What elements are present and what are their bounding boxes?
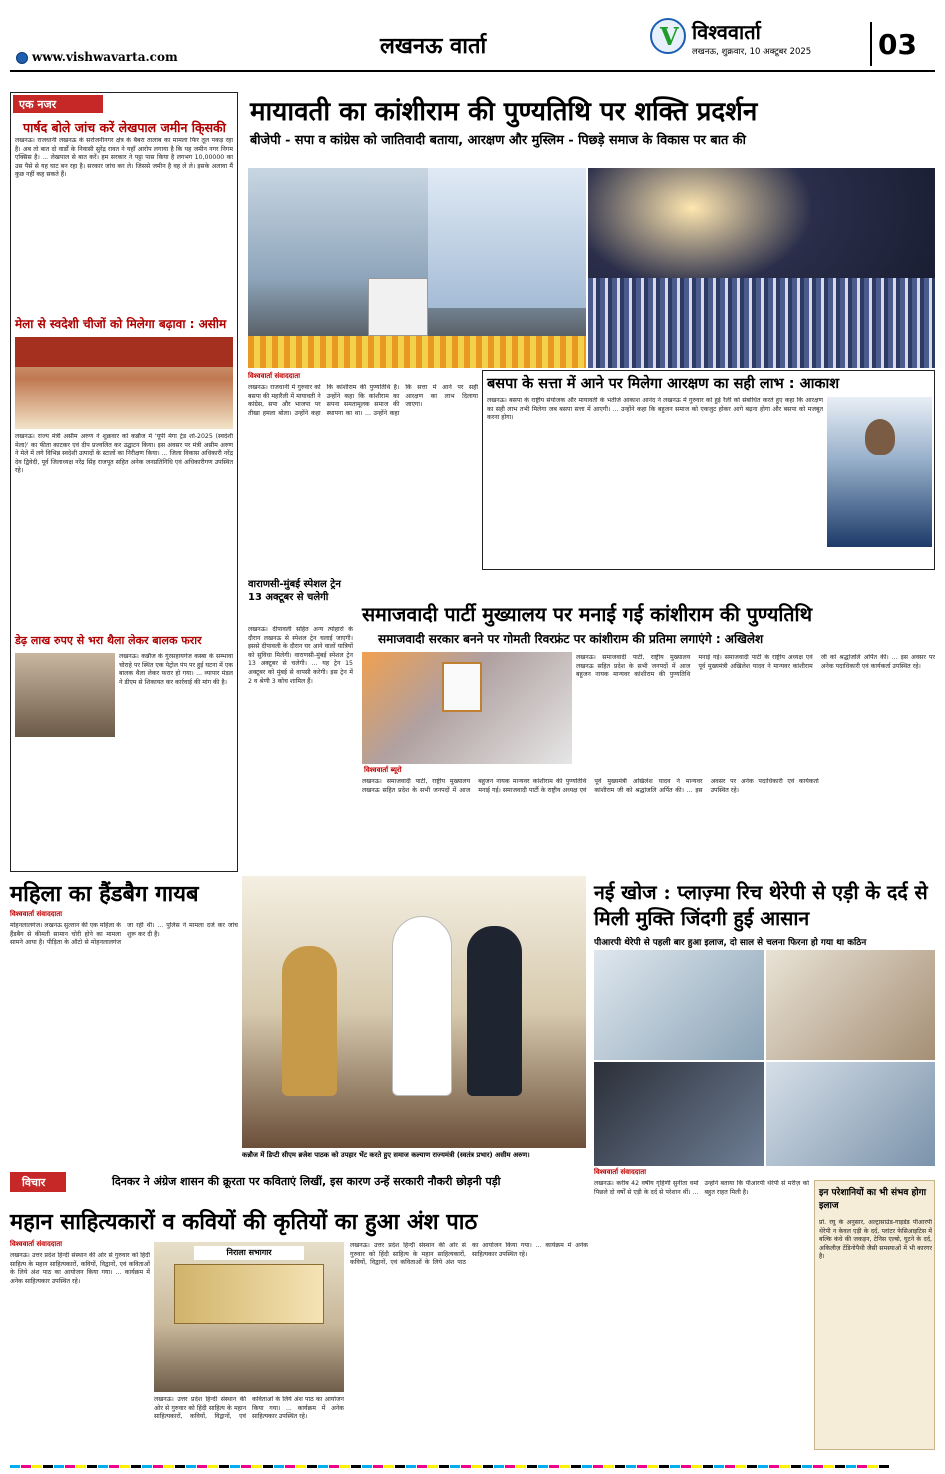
person-white-kurta <box>392 916 452 1096</box>
vichar-headline: महान साहित्यकारों व कवियों की कृतियों का हुआ अंश पाठ <box>10 1209 478 1235</box>
akash-photo <box>827 397 932 547</box>
rally-stage-photo <box>248 168 586 368</box>
section-title: लखनऊ वार्ता <box>380 33 487 59</box>
story-headline: पार्षद बोले जांच करें लेखपाल जमीन कि्सकी <box>23 120 226 135</box>
plasma-byline: विश्ववार्ता संवाददाता <box>594 1168 647 1176</box>
vichar-text-middle: लखनऊ। उत्तर प्रदेश हिन्दी संस्थान की ओर से गुरुवार को हिंदी साहित्य के महान साहित्यकारों, कवियों, विद्वानों, एवं कविताओं के लिये अंश पाठ का आयोजन किया गया। ... कार्यक्रम में अनेक साहित्यकार उपस्थित रहे। <box>154 1396 344 1421</box>
akash-headline: बसपा के सत्ता में आने पर मिलेगा आरक्षण का सही लाभ : आकाश <box>487 376 840 392</box>
logo-v-icon: V <box>660 22 679 51</box>
sp-headline: समाजवादी पार्टी मुख्यालय पर मनाई गई कांशीराम की पुण्यतिथि <box>362 603 813 626</box>
vichar-text-right: लखनऊ। उत्तर प्रदेश हिन्दी संस्थान की ओर से गुरुवार को हिंदी साहित्य के महान साहित्यकारों, कवियों, विद्वानों, एवं कविताओं के लिये अंश पाठ का आयोजन किया गया। ... कार्यक्रम में अनेक साहित्यकार उपस्थित रहे। <box>350 1242 588 1267</box>
treatment-box-text: प्रो. रघु के अनुसार, अल्ट्रासाउंड-गाइडेड पीआरपी थेरेपी न केवल एड़ी के दर्द, प्लांटर फेसिआइटिस में बल्कि कंधे की जकड़न, टेनिस एल्बो, घुटने के दर्द, अकिलीज़ टेंडिनोपैथी जैसी समस्याओं में भी कारगर है। <box>819 1219 932 1261</box>
story-text: लखनऊ। राजधानी लखनऊ के सरोजनीनगर क्षेत्र के बैबरा तालाब का मामला फिर तूल पकड़ रहा है। अब तो बात दो वार्डों के निवासी सुरेंद्र रावत ने यहाँ आरोप लगाया है कि यह जमीन नगर निगम एक्सिस है। ... लेखपाल से बात करें। हम सरकार ने पट्टा पास किया है लगभग 10,00000 का उस पैसे से यह घाट बन रहा है। सरकार जांच कर ले। जिससे जमीन है वह ले ले। इसके अलावा मैं कुछ नहीं कह सकते हैं। <box>15 137 233 179</box>
cmyk-strip <box>10 1458 935 1468</box>
flower-garland <box>248 336 586 368</box>
masthead <box>0 0 945 80</box>
plasma-text: लखनऊ। करीब 42 वर्षीय गृहिणी सुनीता वर्मा पिछले दो वर्षों से एड़ी के दर्द से परेशान थीं। ... उन्होंने बताया कि पीआरपी थेरेपी से मरीज़ को बहुत राहत मिली है। <box>594 1180 809 1196</box>
sp-tribute-photo <box>362 652 572 764</box>
plasma-headline: नई खोज : प्लाज़्मा रिच थेरेपी से एड़ी के दर्द से मिली मुक्ति जिंदगी हुई आसान <box>594 881 928 930</box>
stage-backdrop <box>428 168 586 308</box>
train-headline: वाराणसी-मुंबई स्पेशल ट्रेन 13 अक्टूबर से चलेगी <box>248 579 341 603</box>
person-dark-jacket <box>467 926 522 1096</box>
crowd-band <box>588 278 935 368</box>
speaker-figure <box>865 419 895 455</box>
ceremony-photo <box>242 876 586 1148</box>
story-headline: मेला से स्वदेशी चीजों को मिलेगा बढ़ावा : असीम <box>15 317 227 331</box>
therapy-photo-1 <box>594 950 764 1060</box>
petrol-pump-photo <box>15 653 115 737</box>
akash-text: लखनऊ। बसपा के राष्ट्रीय संयोजक और मायावती के भतीजे आकाश आनंद ने लखनऊ में गुरुवार को हुई रैली को संबोधित करते हुए कहा कि आरक्षण का सही लाभ तभी मिलेगा जब बसपा सत्ता में आएगी। ... उन्होंने कहा कि बहुजन समाज को एकजुट होकर आगे बढ़ना होगा और बसपा को मजबूत करना होगा। <box>487 397 823 422</box>
sp-text-upper: लखनऊ। समाजवादी पार्टी, राष्ट्रीय मुख्यालय लखनऊ सहित प्रदेश के सभी जनपदों में आज बहुजन नायक मान्यवर कांशीराम की पुण्यतिथि मनाई गई। समाजवादी पार्टी के राष्ट्रीय अध्यक्ष एवं पूर्व मुख्यमंत्री अखिलेश यादव ने मान्यवर कांशीराम जी को श्रद्धांजलि अर्पित की। ... इस अवसर पर अनेक पदाधिकारी एवं कार्यकर्ता उपस्थित रहे। <box>576 654 935 679</box>
treatment-box-title: इन परेशानियों का भी संभव होगा इलाज <box>819 1188 927 1211</box>
person-left <box>282 946 337 1096</box>
ek-nazar-label: एक नजर <box>13 95 103 113</box>
story-headline: डेढ़ लाख रुपए से भरा थैला लेकर बालक फरार <box>15 634 202 647</box>
rally-crowd-photo <box>588 168 935 368</box>
therapy-photo-3 <box>594 1062 764 1166</box>
lead-byline: विश्ववार्ता संवाददाता <box>248 372 301 380</box>
treatment-box <box>814 1180 935 1450</box>
vichar-kicker: दिनकर ने अंग्रेज शासन की क्रूरता पर कविताएं लिखीं, इस कारण उन्हें सरकारी नौकरी छोड़नी पड़ी <box>112 1175 501 1188</box>
sp-subhead: समाजवादी सरकार बनने पर गोमती रिवरफ्रंट पर कांशीराम की प्रतिमा लगाएंगे : अखिलेश <box>378 632 764 646</box>
podium <box>368 278 428 336</box>
lead-headline: मायावती का कांशीराम की पुण्यतिथि पर शक्ति प्रदर्शन <box>250 97 758 127</box>
vichar-byline: विश्ववार्ता संवाददाता <box>10 1240 63 1248</box>
stage-banner <box>15 337 233 367</box>
page-number: 03 <box>878 28 917 61</box>
train-box <box>248 578 353 868</box>
lead-subhead: बीजेपी - सपा व कांग्रेस को जातिवादी बताया, आरक्षण और मुस्लिम - पिछड़े समाज के विकास पर बात की <box>250 133 746 148</box>
sabhagar-photo <box>154 1242 344 1392</box>
stage-screen <box>174 1264 324 1324</box>
akash-box <box>482 370 935 570</box>
therapy-photo-2 <box>766 950 935 1060</box>
brand-logo <box>650 18 686 54</box>
masthead-rule <box>10 70 935 72</box>
portrait-frame <box>442 662 482 712</box>
website-url[interactable]: www.vishwavarta.com <box>32 50 178 64</box>
sp-text: लखनऊ। समाजवादी पार्टी, राष्ट्रीय मुख्यालय लखनऊ सहित प्रदेश के सभी जनपदों में आज बहुजन नायक मान्यवर कांशीराम की पुण्यतिथि मनाई गई। समाजवादी पार्टी के राष्ट्रीय अध्यक्ष एवं पूर्व मुख्यमंत्री अखिलेश यादव ने मान्यवर कांशीराम जी को श्रद्धांजलि अर्पित की। ... इस अवसर पर अनेक पदाधिकारी एवं कार्यकर्ता उपस्थित रहे। <box>362 778 819 794</box>
lead-text: लखनऊ। राजधानी में गुरुवार को बसपा की महारैली में मायावती ने कांग्रेस, सपा और भाजपा पर तीखा हमला बोला। उन्होंने कहा कि कांशीराम की पुण्यतिथि है। उन्होंने कहा कि कांशीराम का सपना समतामूलक समाज की स्थापना का था। ... उन्होंने कहा कि सत्ता में आने पर सही आरक्षण का लाभ दिलाया जाएगा। <box>248 384 478 417</box>
sabhagar-banner: निराला सभागार <box>194 1246 304 1260</box>
story-text: लखनऊ। राज्य मंत्री असीम अरुण ने शुक्रवार को कन्नौज में 'यूपी मेगा ट्रेड शो-2025 (स्वदेशी मेला)' का फीता काटकर एवं दीप प्रज्वलित कर उद्घाटन किया। इस अवसर पर मंत्री असीम अरुण ने मेले में लगे विभिन्न स्वदेशी उत्पादों के स्टालों का निरीक्षण किया। ... जिला विकास अधिकारी नरेंद्र देव द्विवेदी, पूर्व जिलाध्यक्ष नरेंद्र सिंह राजपूत सहित अनेक जनप्रतिनिधि एवं अधिकारीगण उपस्थित रहे। <box>15 433 233 475</box>
handbag-byline: विश्ववार्ता संवाददाता <box>10 910 63 918</box>
handbag-headline: महिला का हैंडबैग गायब <box>10 881 199 907</box>
story-text: लखनऊ। कन्नौज के गुरसहायगंज कस्बा के सम्भावा चोराहे पर स्थित एक पेट्रोल पंप पर हुई घटना में एक बालक थैला लेकर फरार हो गया। ... व्यापार मंडल ने डीएम से शिकायत कर कार्रवाई की मांग की है। <box>119 653 233 686</box>
masthead-divider <box>870 22 872 66</box>
globe-icon <box>16 52 28 64</box>
train-text: लखनऊ। दीपावली सहित अन्य त्योहारों के दौरान लखनऊ से स्पेशल ट्रेन चलाई जाएगी। इससे दीपावली के दौरान घर आने वालों यात्रियों को सुविधा मिलेगी। वाराणसी-मुंबई स्पेशल ट्रेन 13 अक्टूबर से चलेगी। ... यह ट्रेन 15 अक्टूबर को मुंबई से वापसी करेगी। इस ट्रेन में 2 व श्रेणी 3 कोच शामिल हैं। <box>248 626 353 685</box>
mela-photo <box>15 337 233 429</box>
sp-byline: विश्ववार्ता ब्यूरो <box>364 766 402 774</box>
vichar-label: विचार <box>10 1172 66 1192</box>
ceremony-caption: कन्नौज में डिप्टी सीएम ब्रजेश पाठक को उपहार भेंट करते हुए समाज कल्याण राज्यमंत्री (स्वतंत्र प्रभार) असीम अरुण। <box>242 1151 530 1159</box>
plasma-subhead: पीआरपी थेरेपी से पहली बार हुआ इलाज, दो साल से चलना फिरना हो गया था कठिन <box>594 938 867 948</box>
therapy-photo-4 <box>766 1062 935 1166</box>
vichar-text-left: लखनऊ। उत्तर प्रदेश हिन्दी संस्थान की ओर से गुरुवार को हिंदी साहित्य के महान साहित्यकारों, कवियों, विद्वानों, एवं कविताओं के लिये अंश पाठ का आयोजन किया गया। ... कार्यक्रम में अनेक साहित्यकार उपस्थित रहे। <box>10 1252 150 1285</box>
left-column <box>10 92 238 872</box>
handbag-text: मोहनलालगंज। लखनऊ सुल्तान की एक महिला के हैंडबैग से कीमती सामान चोरी होने का मामला सामने आया है। पीड़िता के ऑटो से मोहनलालगंज जा रही थी। ... पुलिस ने मामला दर्ज कर जांच शुरू कर दी है। <box>10 922 238 947</box>
dateline: लखनऊ, शुक्रवार, 10 अक्टूबर 2025 <box>692 47 812 57</box>
brand-name: विश्ववार्ता <box>692 20 761 44</box>
